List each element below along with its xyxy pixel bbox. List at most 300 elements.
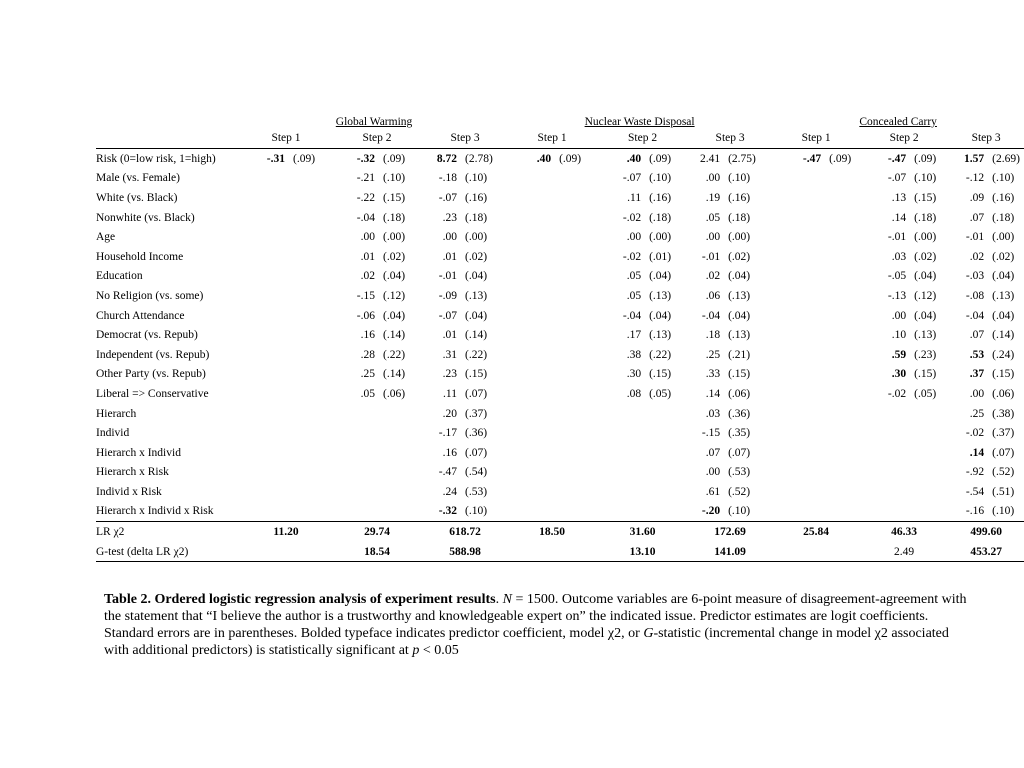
- estimate-cell: [241, 502, 291, 522]
- estimate-cell: [507, 169, 557, 189]
- std-error-cell: (.15): [465, 368, 488, 381]
- estimate-cell: -.20: [688, 502, 726, 522]
- std-error-cell: (.10): [465, 172, 488, 185]
- stat-cell: 31.60: [629, 526, 656, 539]
- std-error-cell: (.14): [992, 329, 1015, 342]
- std-error-cell: (.12): [914, 289, 937, 302]
- std-error-cell: (.54): [465, 466, 488, 479]
- std-error-cell: [827, 443, 860, 463]
- table-row: [96, 306, 1024, 326]
- estimate-cell: [241, 345, 291, 365]
- std-error-cell: (.15): [914, 368, 937, 381]
- estimate-cell: [772, 169, 827, 189]
- std-error-cell: (.52): [992, 466, 1015, 479]
- table-row: [96, 404, 1024, 424]
- estimate-cell: .01: [442, 329, 457, 342]
- estimate-cell: .05: [626, 289, 642, 302]
- caption-title: Table 2. Ordered logistic regression analysis of experiment results: [104, 592, 496, 607]
- std-error-cell: [557, 443, 597, 463]
- std-error-cell: [291, 208, 331, 228]
- std-error-cell: [827, 188, 860, 208]
- std-error-cell: (.37): [465, 407, 488, 420]
- estimate-cell: .00: [626, 231, 642, 244]
- row-label: Risk (0=low risk, 1=high): [96, 152, 216, 165]
- std-error-cell: [647, 482, 688, 502]
- estimate-cell: [241, 482, 291, 502]
- estimate-cell: [507, 423, 557, 443]
- std-error-cell: [291, 247, 331, 267]
- estimate-cell: .10: [891, 329, 907, 342]
- std-error-cell: (.04): [914, 270, 937, 283]
- std-error-cell: [647, 502, 688, 522]
- estimate-cell: -.15: [701, 427, 721, 440]
- estimate-cell: [241, 286, 291, 306]
- stat-cell: [772, 542, 860, 562]
- std-error-cell: (.10): [383, 172, 406, 185]
- std-error-cell: [557, 286, 597, 306]
- std-error-cell: (.18): [914, 211, 937, 224]
- estimate-cell: [241, 443, 291, 463]
- std-error-cell: (.10): [726, 502, 772, 522]
- table-row: [96, 286, 1024, 306]
- std-error-cell: [291, 423, 331, 443]
- estimate-cell: -.92: [965, 466, 985, 479]
- std-error-cell: (.02): [728, 250, 751, 263]
- estimate-cell: .61: [705, 485, 721, 498]
- std-error-cell: [291, 463, 331, 483]
- std-error-cell: (.00): [383, 231, 406, 244]
- std-error-cell: (.04): [649, 309, 672, 322]
- std-error-cell: [912, 404, 948, 424]
- std-error-cell: [291, 345, 331, 365]
- table-row: [96, 247, 1024, 267]
- std-error-cell: [827, 423, 860, 443]
- step-header: Step 1: [507, 128, 597, 149]
- std-error-cell: (.04): [992, 309, 1015, 322]
- estimate-cell: .00: [969, 387, 985, 400]
- std-error-cell: [557, 267, 597, 287]
- estimate-cell: -.18: [438, 172, 457, 185]
- step-header-corner: [96, 128, 241, 149]
- estimate-cell: -.02: [622, 250, 642, 263]
- stat-cell: 2.49: [860, 542, 948, 562]
- std-error-cell: (.00): [992, 231, 1015, 244]
- table-row: [96, 365, 1024, 385]
- estimate-cell: .19: [705, 191, 721, 204]
- std-error-cell: [291, 306, 331, 326]
- std-error-cell: [381, 443, 423, 463]
- estimate-cell: -.07: [438, 191, 457, 204]
- std-error-cell: [291, 443, 331, 463]
- std-error-cell: [827, 404, 860, 424]
- stat-row: [96, 522, 1024, 542]
- std-error-cell: (.07): [465, 446, 488, 459]
- std-error-cell: (.16): [992, 191, 1015, 204]
- std-error-cell: (.13): [728, 289, 751, 302]
- std-error-cell: (.14): [465, 329, 488, 342]
- std-error-cell: (.15): [914, 191, 937, 204]
- estimate-cell: [241, 325, 291, 345]
- estimate-cell: .05: [626, 270, 642, 283]
- std-error-cell: (.09): [914, 152, 937, 165]
- std-error-cell: (.24): [992, 348, 1015, 361]
- row-label: Individ x Risk: [96, 485, 162, 498]
- estimate-cell: -.01: [887, 231, 907, 244]
- estimate-cell: .25: [360, 368, 375, 381]
- std-error-cell: [827, 463, 860, 483]
- estimate-cell: [772, 463, 827, 483]
- stat-cell: 18.54: [331, 542, 423, 562]
- std-error-cell: (.04): [383, 309, 406, 322]
- std-error-cell: (.35): [728, 427, 751, 440]
- estimate-cell: [772, 404, 827, 424]
- std-error-cell: (.21): [728, 348, 751, 361]
- std-error-cell: [827, 247, 860, 267]
- estimate-cell: [507, 208, 557, 228]
- std-error-cell: (.06): [728, 387, 751, 400]
- estimate-cell: -.08: [965, 289, 985, 302]
- std-error-cell: (.06): [383, 387, 406, 400]
- estimate-cell: -.01: [701, 250, 721, 263]
- estimate-cell: [597, 404, 647, 424]
- estimate-cell: [507, 365, 557, 385]
- std-error-cell: (.38): [992, 407, 1015, 420]
- std-error-cell: [291, 325, 331, 345]
- estimate-cell: -.02: [887, 387, 907, 400]
- std-error-cell: (.10): [992, 172, 1015, 185]
- estimate-cell: -.47: [802, 152, 822, 165]
- estimate-cell: .03: [891, 250, 907, 263]
- estimate-cell: .59: [891, 348, 907, 361]
- row-label: Hierarch x Individ: [96, 446, 181, 459]
- estimate-cell: [507, 306, 557, 326]
- stat-cell: [241, 542, 331, 562]
- group-header-concealed-carry: Concealed Carry: [859, 116, 937, 128]
- std-error-cell: [291, 502, 331, 522]
- estimate-cell: -.03: [965, 270, 985, 283]
- estimate-cell: [507, 384, 557, 404]
- estimate-cell: -.22: [356, 191, 375, 204]
- std-error-cell: [291, 286, 331, 306]
- std-error-cell: (2.78): [465, 152, 493, 165]
- estimate-cell: .00: [891, 309, 907, 322]
- std-error-cell: (.07): [992, 446, 1015, 459]
- std-error-cell: (.07): [465, 387, 488, 400]
- estimate-cell: .14: [969, 446, 985, 459]
- std-error-cell: (.13): [728, 329, 751, 342]
- estimate-cell: [597, 502, 647, 522]
- step-header: Step 2: [331, 128, 423, 149]
- std-error-cell: (.12): [383, 289, 406, 302]
- estimate-cell: -.04: [965, 309, 985, 322]
- estimate-cell: .00: [442, 231, 457, 244]
- estimate-cell: [597, 443, 647, 463]
- estimate-cell: [772, 188, 827, 208]
- std-error-cell: (.00): [728, 231, 751, 244]
- std-error-cell: (.02): [992, 250, 1015, 263]
- std-error-cell: [647, 423, 688, 443]
- std-error-cell: (.00): [649, 231, 672, 244]
- row-label: Hierarch x Risk: [96, 466, 169, 479]
- estimate-cell: [241, 247, 291, 267]
- caption-n-variable: N: [502, 592, 512, 607]
- stat-cell: 18.50: [539, 526, 566, 539]
- row-label: Age: [96, 231, 116, 244]
- std-error-cell: [291, 384, 331, 404]
- std-error-cell: (.02): [383, 250, 406, 263]
- caption-p-variable: p: [412, 643, 420, 658]
- std-error-cell: (.13): [992, 289, 1015, 302]
- estimate-cell: [507, 227, 557, 247]
- std-error-cell: [381, 482, 423, 502]
- estimate-cell: [331, 443, 381, 463]
- estimate-cell: [241, 365, 291, 385]
- table-row: [96, 188, 1024, 208]
- estimate-cell: .08: [626, 387, 642, 400]
- group-header-global-warming: Global Warming: [335, 116, 413, 128]
- stat-cell: 499.60: [970, 526, 1002, 539]
- std-error-cell: [647, 404, 688, 424]
- table-row: [96, 169, 1024, 189]
- step-header: Step 2: [597, 128, 688, 149]
- std-error-cell: (.04): [914, 309, 937, 322]
- std-error-cell: [557, 306, 597, 326]
- stat-cell: 29.74: [364, 526, 390, 539]
- std-error-cell: [291, 482, 331, 502]
- row-label: LR χ2: [96, 526, 125, 539]
- stat-cell: [507, 542, 597, 562]
- regression-table: [96, 110, 1024, 562]
- estimate-cell: -.07: [887, 172, 907, 185]
- estimate-cell: .28: [360, 348, 375, 361]
- estimate-cell: -.32: [423, 502, 463, 522]
- estimate-cell: -.47: [438, 466, 457, 479]
- std-error-cell: (.18): [383, 211, 406, 224]
- std-error-cell: [912, 482, 948, 502]
- std-error-cell: [291, 188, 331, 208]
- estimate-cell: .06: [705, 289, 721, 302]
- table-row: [96, 482, 1024, 502]
- std-error-cell: [381, 423, 423, 443]
- estimate-cell: [331, 463, 381, 483]
- std-error-cell: [557, 345, 597, 365]
- std-error-cell: [557, 325, 597, 345]
- estimate-cell: .40: [536, 152, 552, 165]
- std-error-cell: (.18): [465, 211, 488, 224]
- estimate-cell: .00: [705, 466, 721, 479]
- estimate-cell: -.02: [622, 211, 642, 224]
- table-row: [96, 325, 1024, 345]
- std-error-cell: [557, 365, 597, 385]
- std-error-cell: (.16): [728, 191, 751, 204]
- estimate-cell: [597, 463, 647, 483]
- estimate-cell: [241, 463, 291, 483]
- table-row: [96, 384, 1024, 404]
- row-label: White (vs. Black): [96, 191, 178, 204]
- row-label: Independent (vs. Repub): [96, 348, 210, 361]
- std-error-cell: [827, 482, 860, 502]
- std-error-cell: [557, 227, 597, 247]
- row-label: Democrat (vs. Repub): [96, 329, 198, 342]
- row-label: Hierarch x Individ x Risk: [96, 502, 241, 522]
- std-error-cell: [647, 443, 688, 463]
- std-error-cell: [557, 208, 597, 228]
- std-error-cell: (.09): [649, 152, 672, 165]
- estimate-cell: [860, 404, 912, 424]
- estimate-cell: -.21: [356, 172, 375, 185]
- estimate-cell: [860, 463, 912, 483]
- estimate-cell: [860, 443, 912, 463]
- std-error-cell: (.16): [649, 191, 672, 204]
- estimate-cell: -.17: [438, 427, 457, 440]
- row-label: Household Income: [96, 250, 184, 263]
- estimate-cell: .07: [969, 211, 985, 224]
- std-error-cell: [557, 188, 597, 208]
- estimate-cell: [331, 482, 381, 502]
- step-header-row: [96, 128, 1024, 149]
- row-label: Education: [96, 270, 143, 283]
- std-error-cell: (.22): [649, 348, 672, 361]
- estimate-cell: [241, 208, 291, 228]
- std-error-cell: [827, 208, 860, 228]
- std-error-cell: [291, 404, 331, 424]
- caption-text: < 0.05: [419, 643, 459, 658]
- std-error-cell: [827, 502, 860, 522]
- std-error-cell: (.00): [465, 231, 488, 244]
- step-header: Step 1: [772, 128, 860, 149]
- estimate-cell: .17: [626, 329, 642, 342]
- std-error-cell: (.00): [914, 231, 937, 244]
- estimate-cell: .23: [442, 368, 457, 381]
- estimate-cell: [772, 286, 827, 306]
- std-error-cell: (.52): [728, 485, 751, 498]
- estimate-cell: [860, 502, 912, 522]
- std-error-cell: (.18): [992, 211, 1015, 224]
- estimate-cell: .00: [360, 231, 375, 244]
- estimate-cell: .00: [705, 172, 721, 185]
- std-error-cell: [557, 423, 597, 443]
- estimate-cell: -.32: [356, 152, 375, 165]
- std-error-cell: (.02): [914, 250, 937, 263]
- std-error-cell: [827, 227, 860, 247]
- estimate-cell: [331, 423, 381, 443]
- estimate-cell: -.09: [438, 289, 457, 302]
- estimate-cell: .00: [705, 231, 721, 244]
- estimate-cell: [772, 365, 827, 385]
- estimate-cell: .09: [969, 191, 985, 204]
- std-error-cell: [557, 247, 597, 267]
- std-error-cell: [291, 365, 331, 385]
- row-label: Hierarch: [96, 407, 137, 420]
- estimate-cell: .11: [627, 191, 642, 204]
- estimate-cell: .23: [442, 211, 457, 224]
- std-error-cell: [912, 502, 948, 522]
- estimate-cell: [772, 247, 827, 267]
- row-label: G-test (delta LR χ2): [96, 542, 241, 562]
- estimate-cell: [772, 208, 827, 228]
- estimate-cell: [241, 306, 291, 326]
- estimate-cell: .37: [969, 368, 985, 381]
- estimate-cell: .03: [705, 407, 721, 420]
- estimate-cell: [241, 267, 291, 287]
- std-error-cell: [827, 384, 860, 404]
- std-error-cell: (.13): [649, 329, 672, 342]
- corner-cell: [96, 110, 241, 128]
- stat-row: [96, 542, 1024, 562]
- std-error-cell: (.15): [649, 368, 672, 381]
- estimate-cell: .01: [442, 250, 457, 263]
- stat-cell: 172.69: [714, 526, 746, 539]
- table-row: [96, 423, 1024, 443]
- std-error-cell: (2.69): [992, 152, 1020, 165]
- table-row: [96, 149, 1024, 169]
- std-error-cell: (.15): [383, 191, 406, 204]
- estimate-cell: [241, 384, 291, 404]
- std-error-cell: (.04): [383, 270, 406, 283]
- row-label: Male (vs. Female): [96, 172, 180, 185]
- estimate-cell: [772, 325, 827, 345]
- std-error-cell: (.04): [728, 270, 751, 283]
- estimate-cell: [860, 423, 912, 443]
- estimate-cell: .25: [969, 407, 985, 420]
- std-error-cell: [827, 306, 860, 326]
- estimate-cell: -.02: [965, 427, 985, 440]
- estimate-cell: [507, 188, 557, 208]
- std-error-cell: [557, 482, 597, 502]
- estimate-cell: [507, 345, 557, 365]
- std-error-cell: (.07): [728, 446, 751, 459]
- stat-cell: 141.09: [688, 542, 772, 562]
- estimate-cell: [241, 404, 291, 424]
- estimate-cell: .02: [705, 270, 721, 283]
- std-error-cell: (.02): [465, 250, 488, 263]
- std-error-cell: [291, 227, 331, 247]
- estimate-cell: [772, 482, 827, 502]
- std-error-cell: (.36): [465, 427, 488, 440]
- caption-g-variable: G: [643, 626, 654, 641]
- std-error-cell: (.04): [992, 270, 1015, 283]
- estimate-cell: -.31: [266, 152, 285, 165]
- estimate-cell: [241, 188, 291, 208]
- estimate-cell: [507, 325, 557, 345]
- std-error-cell: (.23): [914, 348, 937, 361]
- estimate-cell: -.54: [965, 485, 985, 498]
- estimate-cell: .01: [360, 250, 375, 263]
- estimate-cell: [507, 247, 557, 267]
- estimate-cell: [507, 404, 557, 424]
- estimate-cell: .05: [360, 387, 375, 400]
- estimate-cell: [507, 463, 557, 483]
- std-error-cell: [557, 384, 597, 404]
- stat-cell: 46.33: [891, 526, 918, 539]
- estimate-cell: [331, 502, 381, 522]
- table-caption: [104, 591, 970, 659]
- std-error-cell: [647, 463, 688, 483]
- table-body: [96, 149, 1024, 562]
- estimate-cell: .14: [891, 211, 907, 224]
- estimate-cell: [241, 169, 291, 189]
- estimate-cell: .18: [705, 329, 721, 342]
- estimate-cell: [772, 345, 827, 365]
- std-error-cell: [557, 502, 597, 522]
- std-error-cell: [381, 404, 423, 424]
- std-error-cell: (.05): [649, 387, 672, 400]
- step-header: Step 2: [860, 128, 948, 149]
- estimate-cell: [772, 502, 827, 522]
- estimate-cell: .25: [705, 348, 721, 361]
- estimate-cell: -.16: [948, 502, 990, 522]
- std-error-cell: [912, 463, 948, 483]
